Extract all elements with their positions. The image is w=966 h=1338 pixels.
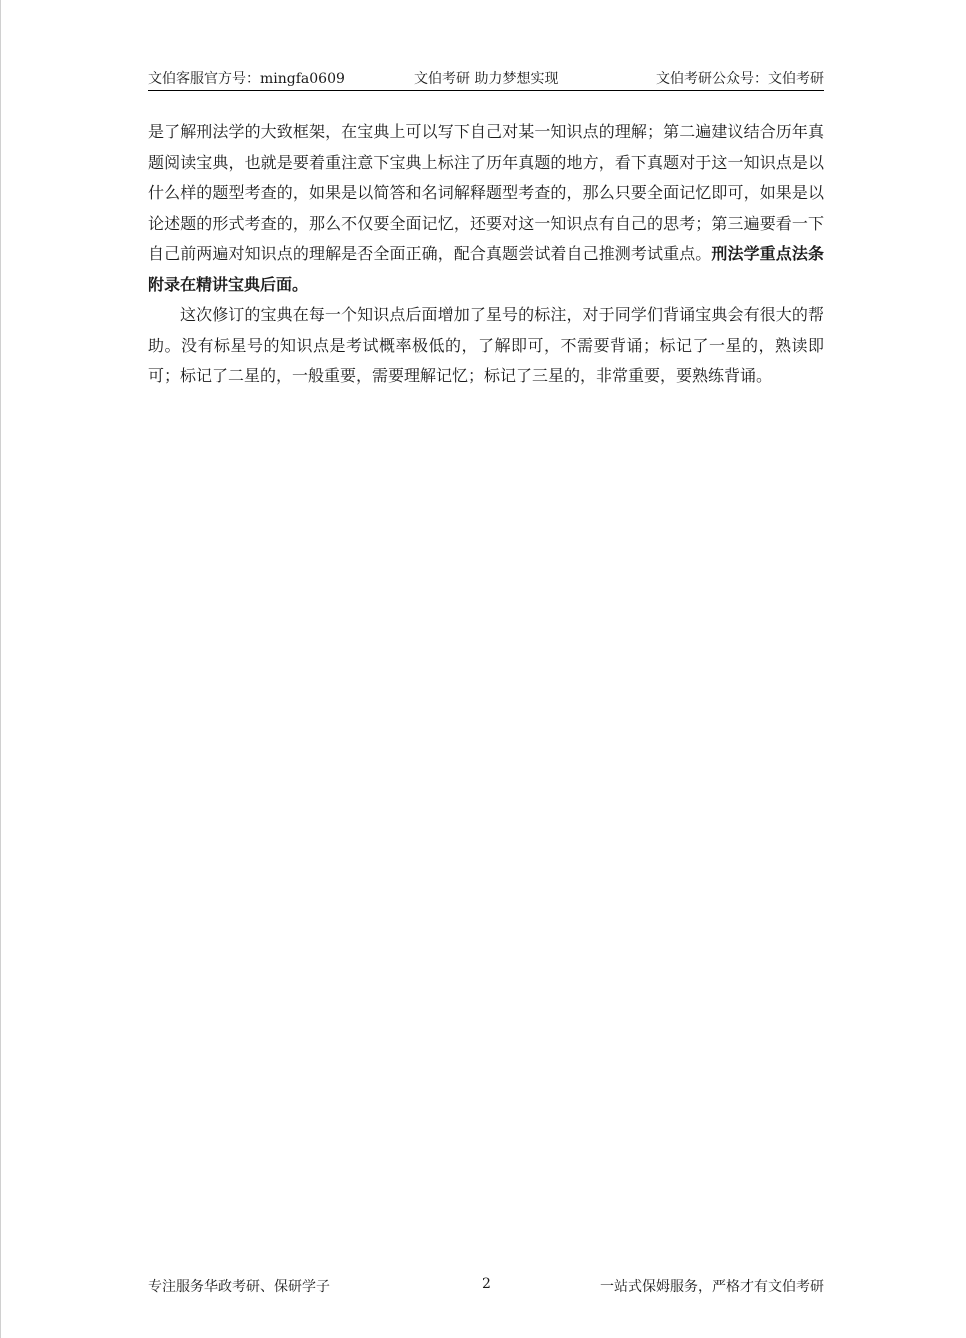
page-footer: [148, 1276, 824, 1298]
paragraph-2: 这次修订的宝典在每一个知识点后面增加了星号的标注，对于同学们背诵宝典会有很大的帮助。没有标星号的知识点是考试概率极低的，了解即可，不需要背诵；标记了一星的，熟读即可；标记了二星的，一般重要，需要理解记忆；标记了三星的，非常重要，要熟练背诵。: [148, 305, 824, 385]
page-number: 2: [482, 1276, 491, 1292]
header-center-text: 文伯考研 助力梦想实现: [414, 71, 559, 87]
paragraph-1-text: 是了解刑法学的大致框架，在宝典上可以写下自己对某一知识点的理解；第二遍建议结合历年真题阅读宝典，也就是要着重注意下宝典上标注了历年真题的地方，看下真题对于这一知识点是以什么样的题型考查的，如果是以简答和名词解释题型考查的，那么只要全面记忆即可，如果是以论述题的形式考查的，那么不仅要全面记忆，还要对这一知识点有自己的思考；第三遍要看一下自己前两遍对知识点的理解是否全面正确，配合真题尝试着自己推测考试重点。: [148, 122, 824, 263]
header-left-text: 文伯客服官方号：mingfa0609: [148, 71, 345, 87]
header-right-text: 文伯考研公众号：文伯考研: [656, 71, 824, 87]
footer-left-text: 专注服务华政考研、保研学子: [148, 1279, 330, 1295]
paragraph-1: [148, 117, 824, 300]
page-header: [148, 66, 824, 91]
paragraph-1-bold-note: 刑法学重点法条附录在精讲宝典后面。: [148, 244, 824, 294]
document-body: [148, 117, 824, 392]
page-edge: [0, 0, 1, 1338]
footer-right-text: 一站式保姆服务，严格才有文伯考研: [600, 1279, 824, 1295]
